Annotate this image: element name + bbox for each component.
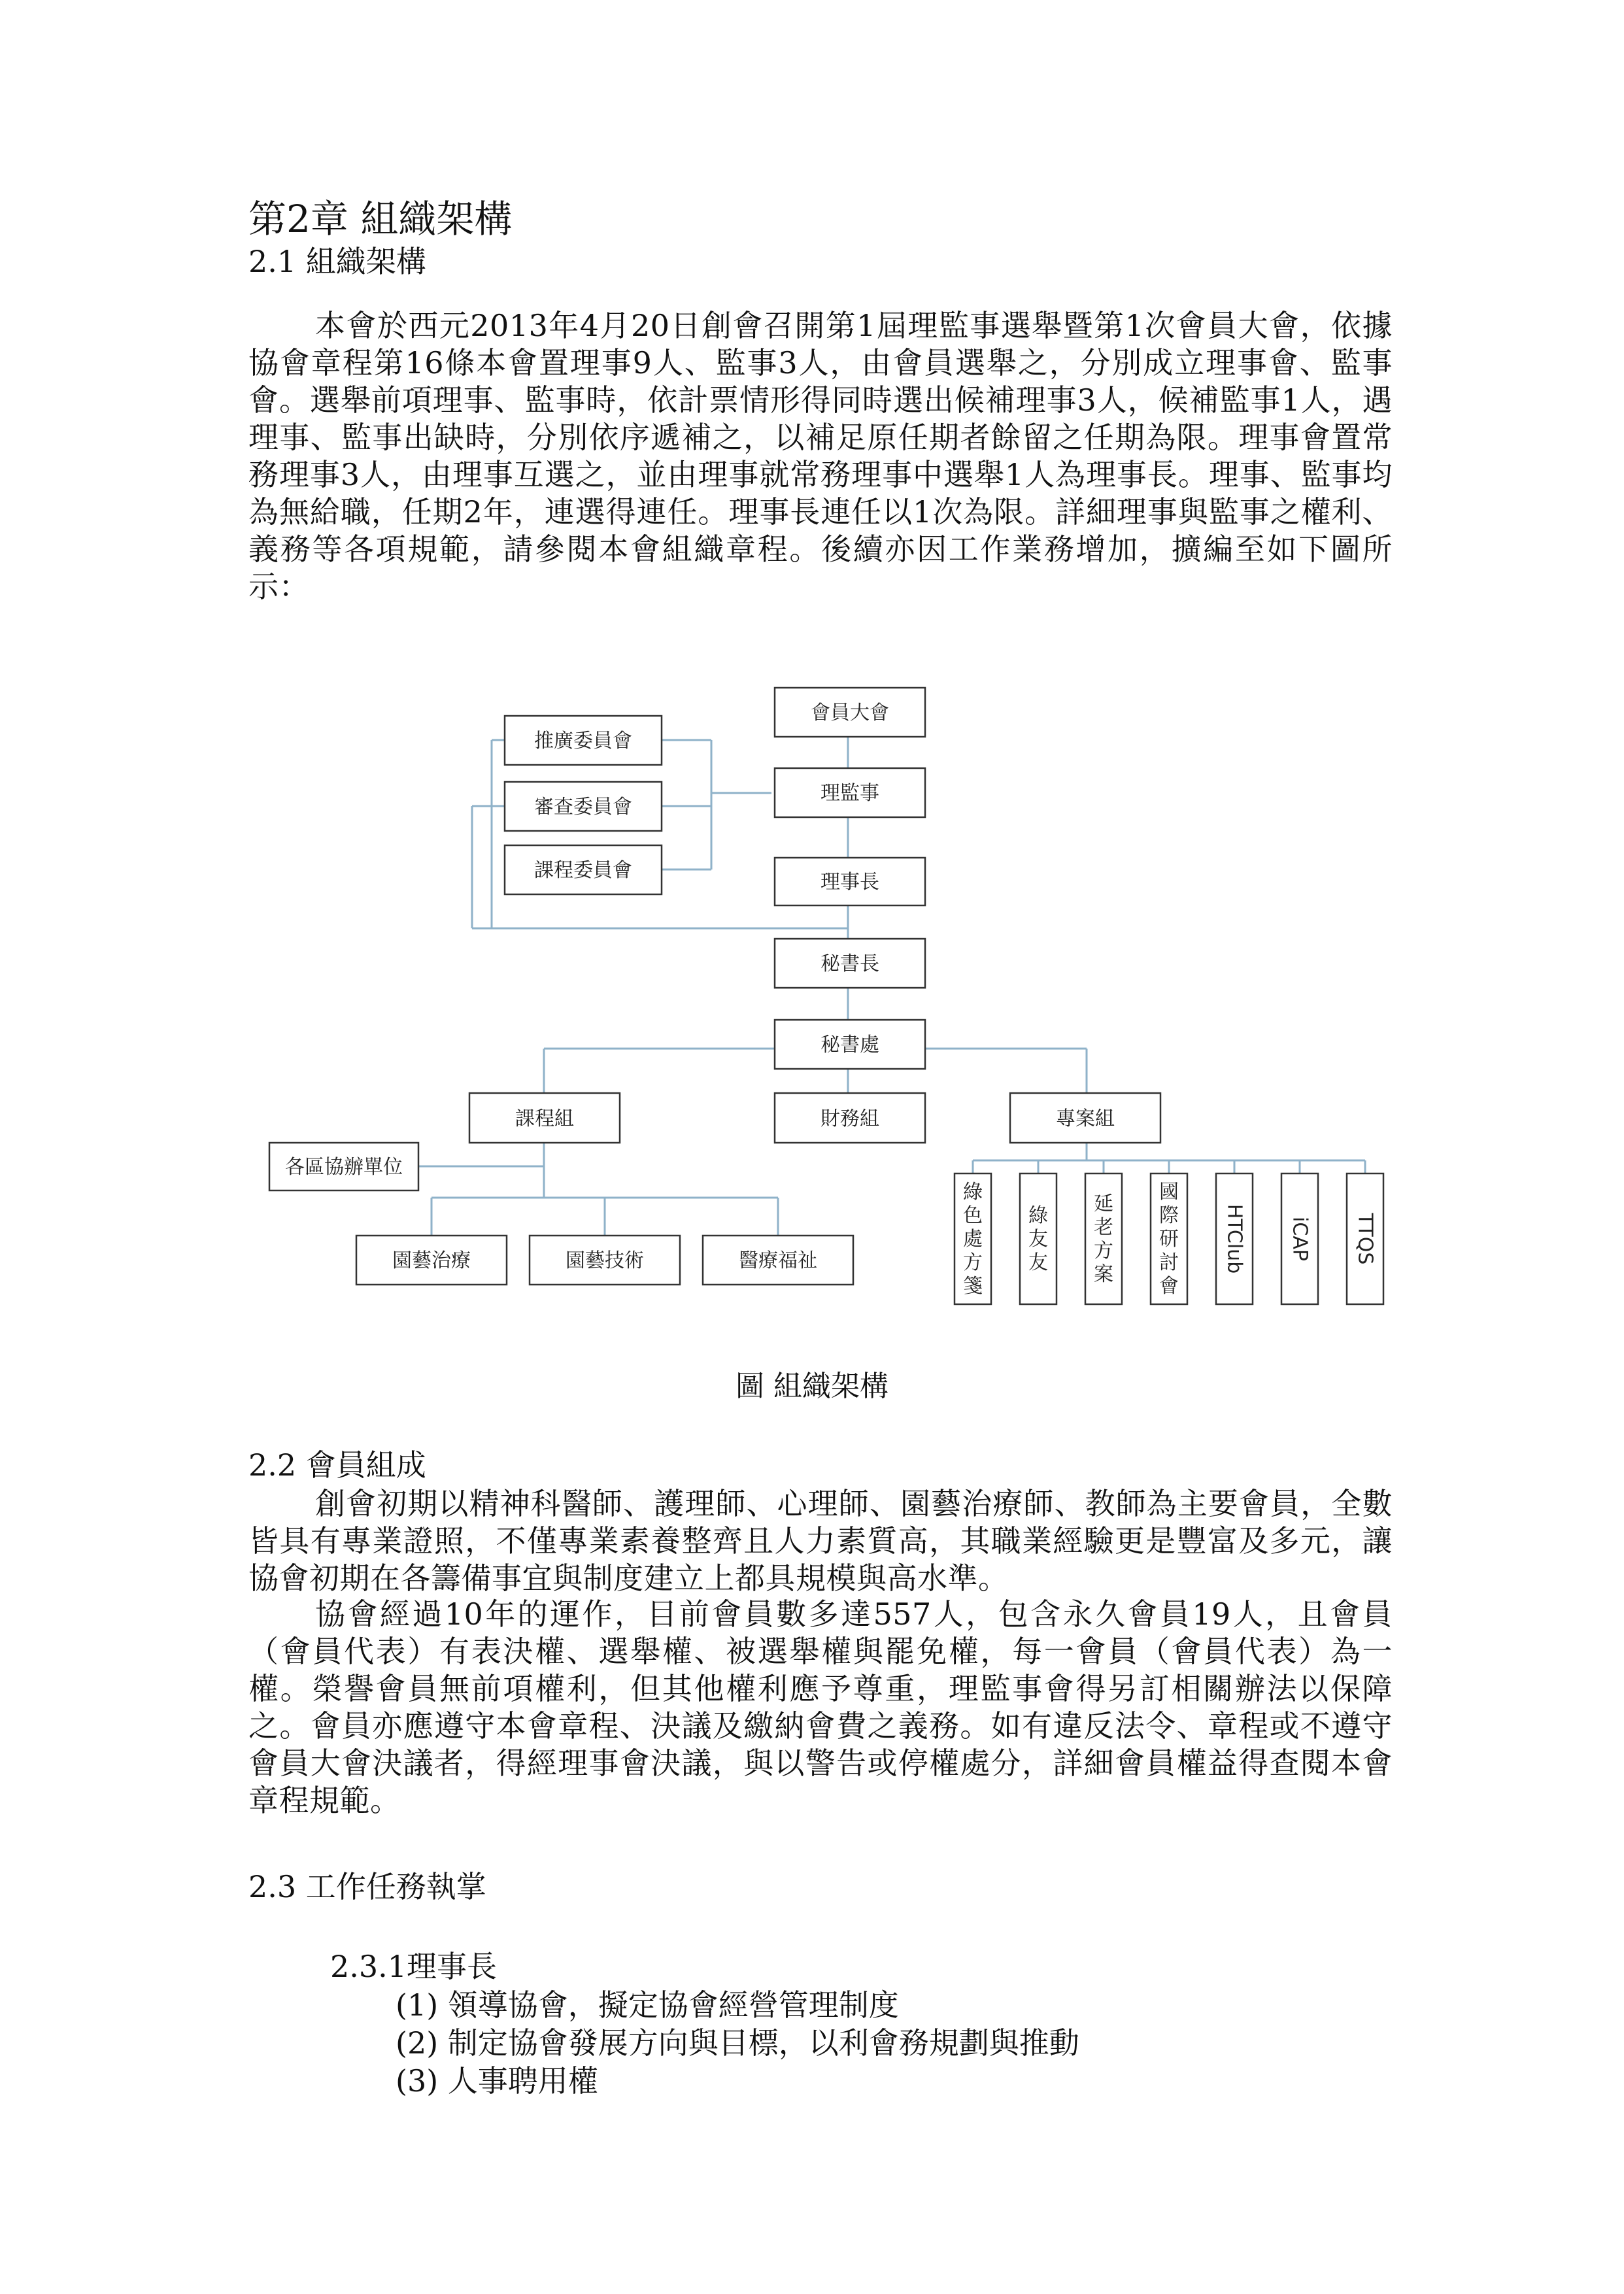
svg-text:專案組: 專案組 xyxy=(1056,1107,1115,1130)
box-horticultural-technique xyxy=(530,1236,680,1285)
project-box-7 xyxy=(1347,1173,1383,1304)
svg-text:審查委員會: 審查委員會 xyxy=(534,796,632,818)
svg-text:園藝治療: 園藝治療 xyxy=(392,1249,471,1272)
box-chairman xyxy=(775,858,925,905)
figure-caption: 圖 組織架構 xyxy=(736,1370,888,1403)
box-general-assembly xyxy=(775,688,925,737)
box-secretary-general xyxy=(775,939,925,988)
svg-text:課程組: 課程組 xyxy=(515,1107,574,1130)
box-secretariat xyxy=(775,1020,925,1069)
project-label-3: 延老方案 xyxy=(1094,1192,1113,1286)
box-regional-units xyxy=(269,1143,418,1190)
project-label-2: 綠友友 xyxy=(1028,1204,1048,1274)
box-course-group xyxy=(469,1093,620,1143)
section-heading-2-1: 2.1 組織架構 xyxy=(248,244,426,279)
duty-item-1: (1) 領導協會，擬定協會經營管理制度 xyxy=(396,1987,899,2023)
project-box-1 xyxy=(955,1173,991,1304)
svg-text:財務組: 財務組 xyxy=(820,1107,879,1130)
section-2-2-paragraph-2: 協會經過10年的運作，目前會員數多達557人，包含永久會員19人，且會員（會員代表）有表決權、選舉權、被選舉權與罷免權，每一會員（會員代表）為一權。榮譽會員無前項權利，但其他權利應予尊重，理監事會得另訂相關辦法以保障之。會員亦應遵守本會章程、決議及繳納會費之義務。如有違反法令、章程或不遵守會員大會決議者，得經理事會決議，與以警告或停權處分，詳細會員權益得查閱本會章程規範。 xyxy=(248,1596,1393,1818)
svg-text:理監事: 理監事 xyxy=(820,782,879,805)
box-project-group xyxy=(1010,1093,1160,1143)
box-board xyxy=(775,768,925,817)
svg-text:各區協辦單位: 各區協辦單位 xyxy=(285,1156,403,1179)
project-label-6: iCAP xyxy=(1288,1217,1311,1261)
duty-item-3: (3) 人事聘用權 xyxy=(396,2063,598,2099)
project-boxes xyxy=(955,1173,1383,1304)
project-box-2 xyxy=(1020,1173,1057,1304)
svg-text:秘書處: 秘書處 xyxy=(820,1034,879,1056)
section-heading-2-2: 2.2 會員組成 xyxy=(248,1447,426,1483)
svg-text:理事長: 理事長 xyxy=(820,871,879,894)
svg-text:園藝技術: 園藝技術 xyxy=(566,1249,644,1272)
box-curriculum-committee xyxy=(505,845,662,894)
subsection-heading-2-3-1: 2.3.1理事長 xyxy=(330,1949,498,1984)
chairman-duty-list xyxy=(396,1986,1079,2100)
section-2-1-paragraph: 本會於西元2013年4月20日創會召開第1屆理監事選舉暨第1次會員大會，依據協會章程第16條本會置理事9人、監事3人，由會員選舉之，分別成立理事會、監事會。選舉前項理事、監事時，依計票情形得同時選出候補理事3人，候補監事1人，遇理事、監事出缺時，分別依序遞補之，以補足原任期者餘留之任期為限。理事會置常務理事3人，由理事互選之，並由理事就常務理事中選舉1人為理事長。理事、監事均為無給職，任期2年，連選得連任。理事長連任以1次為限。詳細理事與監事之權利、義務等各項規範，請參閱本會組織章程。後續亦因工作業務增加，擴編至如下圖所示： xyxy=(248,308,1393,604)
box-promotion-committee xyxy=(505,716,662,765)
project-box-6 xyxy=(1281,1173,1318,1304)
box-finance-group xyxy=(775,1093,925,1143)
project-box-4 xyxy=(1151,1173,1187,1304)
project-box-5 xyxy=(1216,1173,1253,1304)
chapter-title: 第2章 組織架構 xyxy=(248,197,513,241)
svg-text:推廣委員會: 推廣委員會 xyxy=(534,730,632,752)
box-horticultural-therapy xyxy=(356,1236,507,1285)
svg-text:會員大會: 會員大會 xyxy=(811,701,889,724)
project-label-4: 國際研討會 xyxy=(1159,1181,1179,1298)
project-label-5: HTClub xyxy=(1223,1204,1246,1274)
svg-text:醫療福祉: 醫療福祉 xyxy=(739,1249,817,1272)
section-2-2-paragraph-1: 創會初期以精神科醫師、護理師、心理師、園藝治療師、教師為主要會員，全數皆具有專業證照，不僅專業素養整齊且人力素質高，其職業經驗更是豐富及多元，讓協會初期在各籌備事宜與制度建立上都具規模與高水準。 xyxy=(248,1486,1393,1596)
duty-item-2: (2) 制定協會發展方向與目標，以利會務規劃與推動 xyxy=(396,2025,1079,2061)
box-review-committee xyxy=(505,782,662,831)
box-medical-welfare xyxy=(703,1236,853,1285)
svg-text:課程委員會: 課程委員會 xyxy=(534,859,632,882)
project-box-3 xyxy=(1085,1173,1122,1304)
section-heading-2-3: 2.3 工作任務執掌 xyxy=(248,1869,486,1904)
project-label-7: TTQS xyxy=(1353,1213,1377,1265)
project-label-1: 綠色處方箋 xyxy=(963,1181,983,1298)
svg-text:秘書長: 秘書長 xyxy=(820,953,879,975)
